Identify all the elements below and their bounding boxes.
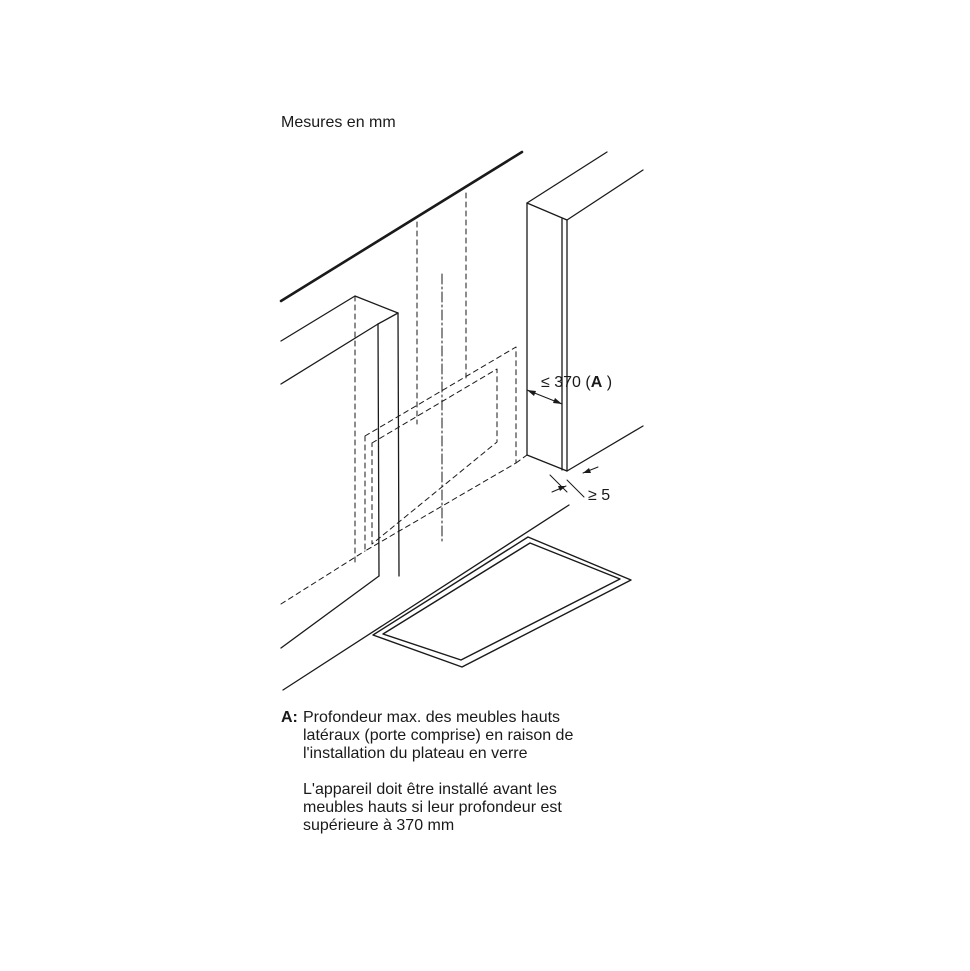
legend-note-line: supérieure à 370 mm (303, 817, 455, 834)
depth-dimension-label: ≤ 370 (A ) (541, 374, 613, 391)
depth-arrowhead-left (527, 390, 536, 396)
legend-note-line: meubles hauts si leur profondeur est (303, 799, 562, 816)
gap-dimension-label: ≥ 5 (588, 487, 611, 504)
legend-note (303, 781, 623, 835)
legend-note-line: L'appareil doit être installé avant les (303, 781, 557, 798)
legend-description-line: Profondeur max. des meubles hauts (303, 709, 561, 726)
right-cabinet (527, 152, 643, 471)
wall-top-edge (281, 152, 522, 301)
countertop-edge (283, 505, 569, 690)
left-cabinet (281, 296, 399, 648)
legend-description (303, 709, 623, 763)
legend-body (303, 709, 623, 835)
gap-arrowhead-right (583, 468, 591, 473)
cooktop-plate (373, 537, 631, 667)
legend-key: A: (281, 709, 298, 726)
legend-description-line: l'installation du plateau en verre (303, 745, 528, 762)
legend-description-line: latéraux (porte comprise) en raison de (303, 727, 574, 744)
depth-arrowhead-right (553, 398, 562, 404)
hood-hidden-outline (281, 193, 527, 604)
measurement-unit-title: Mesures en mm (281, 114, 396, 131)
